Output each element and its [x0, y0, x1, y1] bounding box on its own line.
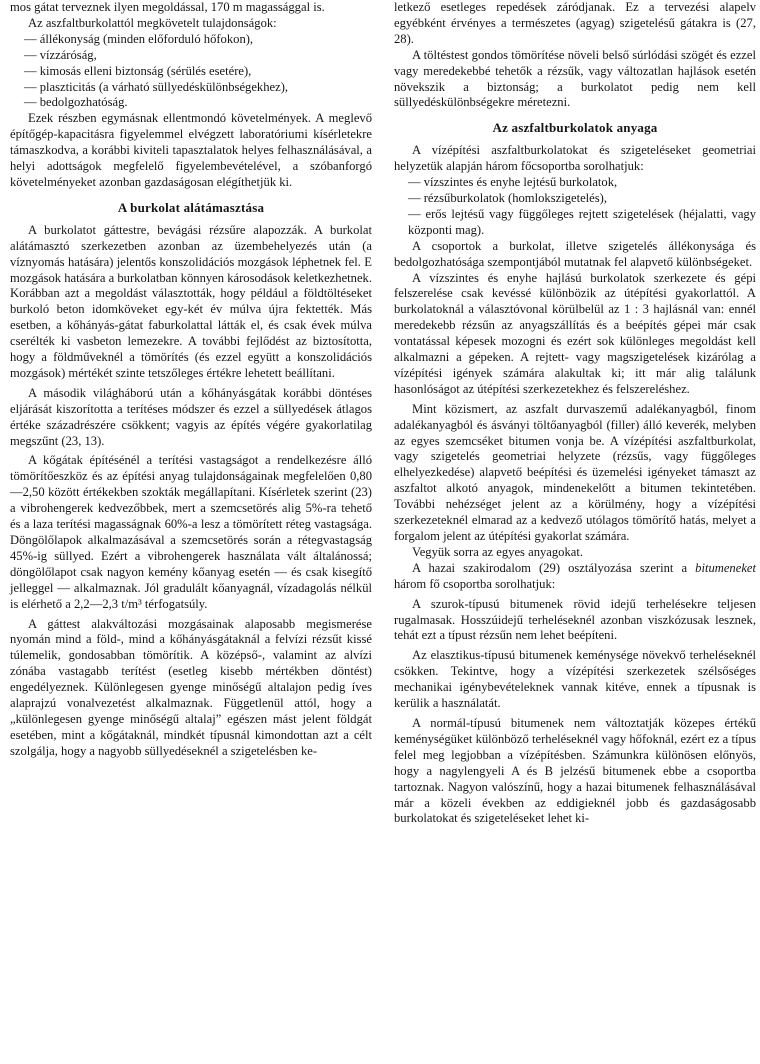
list-item: — vízzáróság, — [24, 47, 97, 62]
paragraph: Ezek részben egymásnak ellentmondó követelmények. A meglevő építőgép-kapacitásra figyelemmel elvégzett laboratóriumi kísérletekre támaszkodva, a korábbi kiviteli tapasztalatok helyes felhasználásával, a helyi adottságok megfelelő figyelembevételével, a szóbanforgó követelményeket azonban gazdaságosan elégíthetjük ki. — [10, 111, 372, 189]
paragraph: A vízszintes és enyhe hajlású burkolatok szerkezete és gépi felszerelése csak kevéssé különbözik az útépítési gyakorlattól. A burkolatoknál a választóvonal körülbelül az 1 : 3 hajlásnál van: ennél meredekebb rézsűn az anyagszállítás és a beépítés gépei már csak vontatással képesek mozogni és ezért sok különleges megoldást kell alkalmazni a gépeken. A rejtett- vagy magszigetelések kizárólag a vízépítési igények számára alakultak ki; itt már alig találunk hasonlóságot az útépítési szerkezetekhez és felszereléshez. — [394, 270, 756, 396]
paragraph: A kőgátak építésénél a terítési vastagságot a rendelkezésre álló tömörítőeszköz és az építési anyag tulajdonságainak megfelelően 0,80—2,50 között értékekben szokták megállapítani. Kísérletek szerint (23) a vibrohengerek kedvezőbbek, mert a szemcsetörés alig 5%-ra tehető és a laza terítési magasságnak 60%-a lesz a tömörített réteg vastagsága. Döngölőlapok alkalmazásával a szemcsetörés során a rétegvastagság 45%-ig süllyed. Ezért a vibrohengerek használata vált általánossá; döngölőlapot csak nagyon kemény kőanyag esetén — és csak kisegítő jelleggel — alkalmaznak. Jól gradulált kőanyagnál, vízadagolás nélkül is elérhető a 2,2—2,3 t/m³ térfogatsúly. — [10, 453, 372, 611]
paragraph: A csoportok a burkolat, illetve szigetelés állékonysága és bedolgozhatósága szempontjából mutatnak fel alapvető különbségeket. — [394, 238, 756, 269]
section-heading-support: A burkolat alátámasztása — [117, 199, 265, 215]
right-column — [394, 0, 756, 1064]
list-item: — bedolgozhatóság. — [24, 95, 128, 110]
text-run: három fő csoportba sorolhatjuk: — [394, 576, 556, 591]
paragraph: A második világháború után a kőhányásgátak korábbi döntéses eljárását kiszorította a terítéses módszer és ezzel a süllyedések átlagos értéke századrészére csökkent; vagyis az építés végére gyakorlatilag megszűnt (23, 13). — [10, 385, 372, 448]
left-column — [10, 0, 372, 1064]
paragraph-continued: letkező esetleges repedések záródjanak. Ez a tervezési alapelv egyébként érvényes a természetes (agyag) szigetelésű gátakra is (27, 28). — [394, 0, 756, 46]
paragraph-bitumen-classification — [394, 561, 756, 593]
paragraph: A normál-típusú bitumenek nem változtatják közepes értékű keménységüket különböző terheléseknél vagy hőfoknál, ezért ez a típus felel meg legjobban a vízépítésben. Számunkra különösen előnyös, hogy a nagylengyeli A és B jelzésű bitumenek ebbe a csoportba tartoznak. Nagyon valószínű, hogy a hazai bitumenek felhasználásával már a közeli években az eddigieknél jobb és gazdaságosabb burkolatokat és szigeteléseket lehet ki- — [394, 715, 756, 826]
requirements-list — [10, 32, 372, 112]
groups-list — [394, 175, 756, 239]
paragraph: A szurok-típusú bitumenek rövid idejű terhelésekre teljesen rugalmasak. Hosszúidejű terheléseknél azonban viszkózusak lesznek, tehát ezt a típust rézsűn nem lehet beépíteni. — [394, 596, 756, 643]
emphasis-bitumen: bitumeneket — [695, 560, 756, 575]
requirements-intro: Az aszfaltburkolattól megkövetelt tulajdonságok: — [28, 15, 277, 30]
list-item: — rézsűburkolatok (homlokszigetelés), — [408, 190, 607, 205]
groups-intro: A vízépítési aszfaltburkolatokat és szigeteléseket geometriai helyzetük alapján három főcsoportba sorolhatjuk: — [394, 143, 756, 174]
paragraph: A töltéstest gondos tömörítése növeli belső súrlódási szögét és ezzel vagy meredekebbé tehetők a rézsűk, vagy változatlan hajlások esetén növekszik a biztonság; a burkolatot pedig nem kell süllyedéskülönbségekre méretezni. — [394, 47, 756, 110]
section-heading-material: Az aszfaltburkolatok anyaga — [492, 120, 658, 136]
list-item: — kimosás elleni biztonság (sérülés esetére), — [24, 63, 252, 78]
paragraph: A gáttest alakváltozási mozgásainak alaposabb megismerése nyomán mind a föld-, mind a kőhányásgátaknál a felvízi rézsűt kissé túlemelik, gondosabban tömörítik. A középső-, valamint az alvízi zónába vastagabb terítést (esetleg kisebb mértékben döntést) engedélyeznek. Különlegesen gyenge minőségű altalajon pedig íves alaprajzú vonalvezetést alkalmaznak. Függetlenül attól, hogy a „különlegesen gyenge minőségű altalaj” egészen mást jelent földgát esetében, mint a kőgátaknál, mindkét típusnál kimondottan azt a célt szolgálja, hogy a nagyobb süllyedéseknél a szigetelésben ke- — [10, 616, 372, 758]
paragraph: Mint közismert, az aszfalt durvaszemű adalékanyagból, finom adalékanyagból és ásványi töltőanyagból (filler) álló keverék, melyben az egyes szemcséket bitumen vonja be. A vízépítési aszfaltburkolat, vagy szigetelés geometriai helyzete (rézsűs, vagy függőleges elhelyezkedése) alapvető beépítési és üzemelési igényeket támaszt az aszfaltot alkotó anyagok, mindenekelőtt a bitumen tekintetében. További nehézséget jelent az a körülmény, hogy a vízépítési szerkezeteknél elmarad az a kedvező utólagos tömörítő hatás, melyet a forgalom jelent az útépítési gyakorlat számára. — [394, 401, 756, 543]
list-item: — erős lejtésű vagy függőleges rejtett szigetelések (héjalatti, vagy központi mag). — [408, 206, 756, 237]
paragraph: A burkolatot gáttestre, bevágási rézsűre alapozzák. A burkolat alátámasztó szerkezetben azonban az üzembehelyezés után (a víznyomás hatására) jelentős konszolidációs mozgások léphetnek fel. E mozgások hatására a burkolatban könnyen károsodások keletkezhetnek. Korábban azt a megoldást választották, hogy például a földtöltéseket burkoló beton idomköveket egy-két év múlva újra fektették. Más esetben, a kőhányás-gátat faburkolattal látták el, és csak évek múlva cserélték ki vasbeton lemezekre. A további fejlődést az biztosította, hogy a földműveknél a tömörítés (és ezzel együtt a konszolidációs mozgások) mértékét szinte tetszőleges értékre lehetett beállítani. — [10, 222, 372, 380]
list-item: — állékonyság (minden előforduló hőfokon), — [24, 31, 254, 46]
paragraph: Az elasztikus-típusú bitumenek keménysége növekvő terheléseknél csökken. Tekintve, hogy a vízépítési szerkezetek szélsőséges mechanikai igénybevételeknek vannak kitéve, ennek a típusnak is kerülik a használatát. — [394, 648, 756, 711]
list-item: — vízszintes és enyhe lejtésű burkolatok, — [408, 175, 618, 190]
text-run: A hazai szakirodalom (29) osztályozása szerint a — [412, 560, 696, 575]
paragraph: Vegyük sorra az egyes anyagokat. — [412, 544, 583, 559]
list-item: — plaszticitás (a várható süllyedéskülönbségekhez), — [24, 79, 289, 94]
paragraph-continued: mos gátat terveznek ilyen megoldással, 170 m magassággal is. — [10, 0, 325, 14]
